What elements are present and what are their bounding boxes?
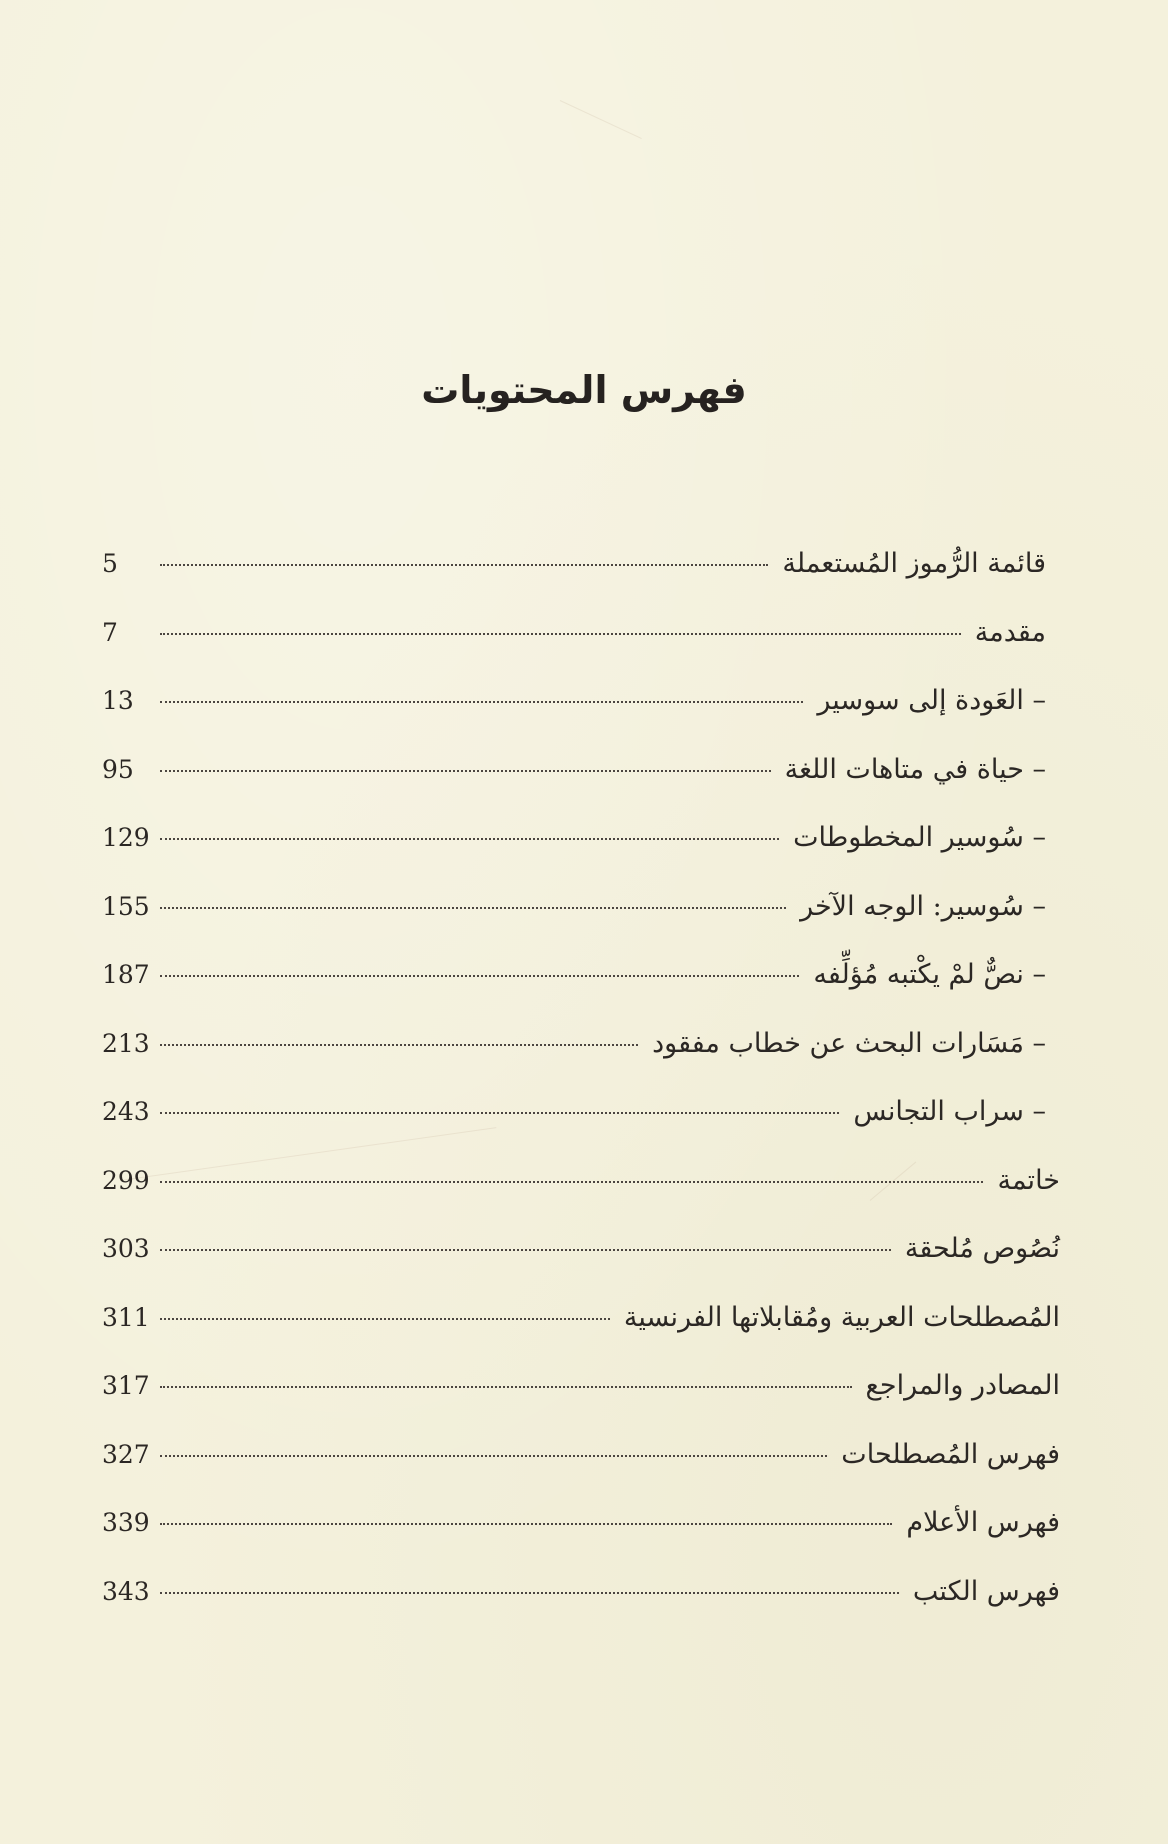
toc-entry[interactable]	[102, 1233, 1060, 1302]
toc-entry-label: خاتمة	[997, 1164, 1060, 1196]
toc-entry[interactable]	[102, 1096, 1060, 1165]
dot-leader	[160, 1249, 891, 1251]
toc-entry-page: 299	[102, 1165, 150, 1195]
toc-entry-page: 13	[102, 686, 134, 715]
toc-entry-label: قائمة الرُّموز المُستعملة	[782, 548, 1046, 579]
toc-entry-label: – حياة في متاهات اللغة	[784, 753, 1046, 785]
toc-entry[interactable]	[102, 1302, 1060, 1371]
dot-leader	[160, 1592, 899, 1594]
toc-entry[interactable]	[102, 1165, 1060, 1234]
toc-entry-label: – مَسَارات البحث عن خطاب مفقود	[652, 1027, 1046, 1059]
table-of-contents	[102, 548, 1060, 1644]
toc-entry-label: – العَودة إلى سوسير	[817, 685, 1046, 716]
toc-entry[interactable]	[102, 548, 1060, 617]
dot-leader	[160, 564, 768, 566]
toc-entry-label: – سُوسير: الوجه الآخر	[800, 890, 1046, 922]
toc-entry[interactable]	[102, 617, 1060, 686]
toc-entry[interactable]	[102, 754, 1060, 823]
toc-entry-page: 303	[102, 1234, 150, 1263]
toc-entry-label: فهرس الكتب	[912, 1575, 1060, 1607]
dot-leader	[160, 1318, 610, 1320]
dot-leader	[160, 907, 786, 909]
dot-leader	[160, 1386, 852, 1388]
toc-entry-label: نُصُوص مُلحقة	[904, 1233, 1060, 1264]
page-title: فهرس المحتويات	[421, 368, 747, 412]
dot-leader	[160, 1112, 839, 1114]
toc-entry-page: 7	[102, 617, 118, 647]
toc-entry-page: 187	[102, 960, 150, 989]
toc-entry-page: 95	[102, 754, 134, 784]
dot-leader	[160, 1181, 983, 1183]
toc-entry-page: 339	[102, 1508, 150, 1537]
dot-leader	[160, 1523, 892, 1525]
toc-entry-page: 213	[102, 1028, 150, 1058]
toc-entry[interactable]	[102, 1507, 1060, 1576]
dot-leader	[160, 770, 771, 772]
dot-leader	[160, 838, 779, 840]
toc-entry[interactable]	[102, 891, 1060, 960]
dot-leader	[160, 1455, 827, 1457]
toc-entry-page: 243	[102, 1097, 150, 1126]
toc-entry[interactable]	[102, 1028, 1060, 1097]
toc-entry-label: فهرس المُصطلحات	[841, 1438, 1060, 1470]
toc-entry[interactable]	[102, 1370, 1060, 1439]
dot-leader	[160, 975, 799, 977]
paper-scuff	[560, 100, 642, 139]
toc-entry-page: 343	[102, 1576, 150, 1606]
dot-leader	[160, 701, 803, 703]
toc-entry-page: 155	[102, 891, 150, 921]
dot-leader	[160, 633, 961, 635]
toc-entry-label: المُصطلحات العربية ومُقابلاتها الفرنسية	[623, 1301, 1060, 1333]
toc-entry-label: – سُوسير المخطوطات	[793, 822, 1046, 853]
toc-entry-label: فهرس الأعلام	[906, 1507, 1060, 1538]
toc-entry[interactable]	[102, 1439, 1060, 1508]
toc-entry-page: 327	[102, 1439, 150, 1469]
toc-entry-page: 311	[102, 1302, 150, 1332]
toc-entry-page: 5	[102, 549, 118, 578]
toc-entry[interactable]	[102, 1576, 1060, 1645]
toc-entry[interactable]	[102, 822, 1060, 891]
toc-entry-label: – نصٌّ لمْ يكْتبه مُؤلِّفه	[813, 959, 1046, 990]
toc-entry-label: مقدمة	[974, 616, 1046, 648]
dot-leader	[160, 1044, 638, 1046]
toc-entry-label: – سراب التجانس	[853, 1096, 1046, 1127]
toc-entry-page: 129	[102, 823, 150, 852]
toc-entry[interactable]	[102, 685, 1060, 754]
toc-entry-label: المصادر والمراجع	[865, 1370, 1060, 1401]
toc-entry[interactable]	[102, 959, 1060, 1028]
toc-entry-page: 317	[102, 1371, 150, 1400]
